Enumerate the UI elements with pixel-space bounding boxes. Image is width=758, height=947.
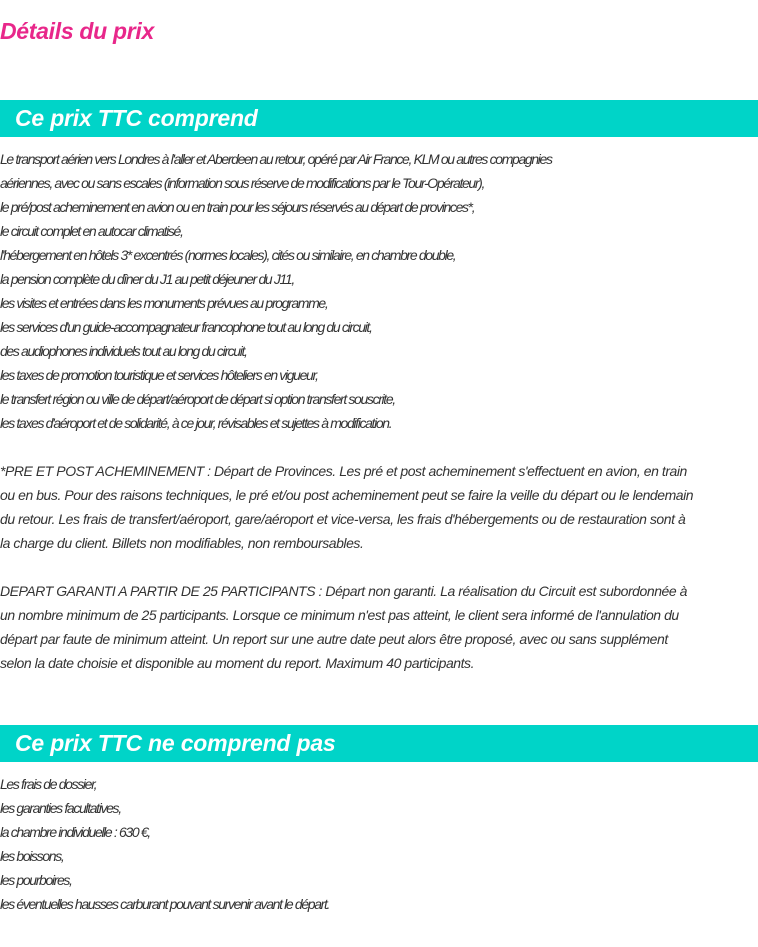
list-item: l'hébergement en hôtels 3* excentrés (normes locales), cités ou similaire, en chambre double, bbox=[0, 247, 456, 263]
list-item: le transfert région ou ville de départ/aéroport de départ si option transfert souscrite, bbox=[0, 391, 395, 407]
note-line: DEPART GARANTI A PARTIR DE 25 PARTICIPANTS : Départ non garanti. La réalisation du Circuit est subordonnée à bbox=[0, 583, 687, 599]
excludes-heading: Ce prix TTC ne comprend pas bbox=[15, 730, 336, 756]
guaranteed-departure-note bbox=[0, 579, 756, 675]
page-title: Détails du prix bbox=[0, 18, 154, 44]
list-item: les services d'un guide-accompagnateur francophone tout au long du circuit, bbox=[0, 319, 372, 335]
list-item: les taxes d'aéroport et de solidarité, à ce jour, révisables et sujettes à modification. bbox=[0, 415, 392, 431]
note-line: départ par faute de minimum atteint. Un report sur une autre date peut alors être proposé, avec ou sans supplément bbox=[0, 631, 668, 647]
list-item: aériennes, avec ou sans escales (information sous réserve de modifications par le Tour-Opérateur), bbox=[0, 175, 485, 191]
list-item: Les frais de dossier, bbox=[0, 776, 97, 792]
list-item: les boissons, bbox=[0, 848, 64, 864]
includes-list bbox=[0, 147, 758, 435]
excludes-section-header bbox=[0, 725, 758, 762]
list-item: les taxes de promotion touristique et services hôteliers en vigueur, bbox=[0, 367, 318, 383]
pre-post-transfer-note bbox=[0, 459, 756, 555]
list-item: les visites et entrées dans les monuments prévues au programme, bbox=[0, 295, 328, 311]
note-line: *PRE ET POST ACHEMINEMENT : Départ de Provinces. Les pré et post acheminement s'effectuent en avion, en train bbox=[0, 463, 687, 479]
list-item: Le transport aérien vers Londres à l'aller et Aberdeen au retour, opéré par Air France, KLM ou autres compagnies bbox=[0, 151, 552, 167]
list-item: le pré/post acheminement en avion ou en train pour les séjours réservés au départ de provinces*, bbox=[0, 199, 475, 215]
list-item: la chambre individuelle : 630 €, bbox=[0, 824, 150, 840]
note-line: du retour. Les frais de transfert/aéroport, gare/aéroport et vice-versa, les frais d'hébergements ou de restauration sont à bbox=[0, 511, 686, 527]
list-item: la pension complète du dîner du J1 au petit déjeuner du J11, bbox=[0, 271, 294, 287]
includes-section-header bbox=[0, 100, 758, 137]
includes-heading: Ce prix TTC comprend bbox=[15, 105, 258, 131]
list-item: les garanties facultatives, bbox=[0, 800, 121, 816]
list-item: les éventuelles hausses carburant pouvant survenir avant le départ. bbox=[0, 896, 330, 912]
note-line: la charge du client. Billets non modifiables, non remboursables. bbox=[0, 535, 364, 551]
list-item: le circuit complet en autocar climatisé, bbox=[0, 223, 183, 239]
note-line: un nombre minimum de 25 participants. Lorsque ce minimum n'est pas atteint, le client sera informé de l'annulation du bbox=[0, 607, 679, 623]
note-line: ou en bus. Pour des raisons techniques, le pré et/ou post acheminement peut se faire la veille du départ ou le lendemain bbox=[0, 487, 694, 503]
list-item: des audiophones individuels tout au long du circuit, bbox=[0, 343, 247, 359]
note-line: selon la date choisie et disponible au moment du report. Maximum 40 participants. bbox=[0, 655, 475, 671]
excludes-list bbox=[0, 772, 758, 916]
list-item: les pourboires, bbox=[0, 872, 72, 888]
